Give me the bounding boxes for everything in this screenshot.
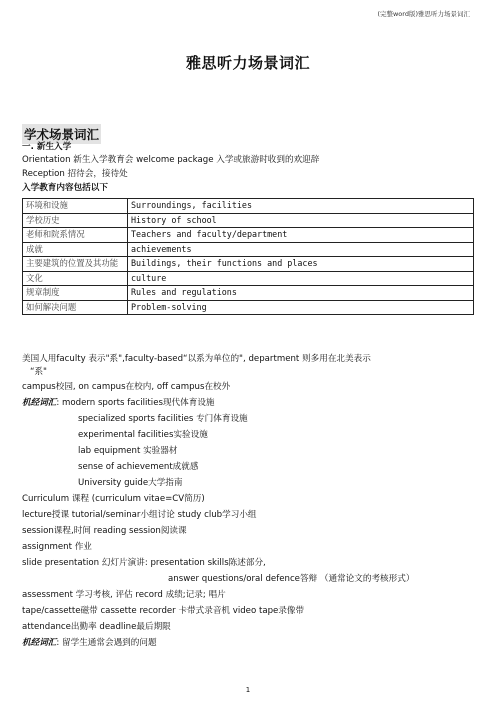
table-cell-english: Surroundings, facilities <box>128 199 474 214</box>
table-cell-english: Buildings, their functions and places <box>128 257 474 272</box>
table-cell-english: Rules and regulations <box>128 286 474 301</box>
jiji-item: specialized sports facilities 专门体育设施 <box>78 414 248 424</box>
jiji-vocab-2 <box>22 638 157 649</box>
table-cell-english: History of school <box>128 213 474 228</box>
running-header: (完整word版)雅思听力场景词汇 <box>377 10 470 18</box>
jiji-item: lab equipment 实验器材 <box>78 446 178 456</box>
table-row <box>23 286 474 301</box>
jiji-item: sense of achievement成就感 <box>78 462 199 472</box>
jiji-label: 机经词汇 <box>22 398 57 408</box>
tape-line: tape/cassette磁带 cassette recorder 卡带式录音机 video tape录像带 <box>22 606 305 616</box>
campus-line: campus校园, on campus在校内, off campus在校外 <box>22 382 231 392</box>
section-title: 学术场景词汇 <box>22 124 101 144</box>
lecture-line: lecture授课 tutorial/seminar小组讨论 study club学习小组 <box>22 510 257 520</box>
table-row <box>23 271 474 286</box>
session-line: session课程,时间 reading session阅读课 <box>22 526 187 536</box>
reception-line: Reception 招待会，接待处 <box>22 169 128 179</box>
assessment-line: assessment 学习考核, 评估 record 成绩;记录; 唱片 <box>22 590 226 600</box>
jiji-item: University guide大学指南 <box>78 478 183 488</box>
table-row <box>23 213 474 228</box>
table-cell-english: Teachers and faculty/department <box>128 228 474 243</box>
jiji-first-item: : modern sports facilities现代体育设施 <box>56 398 215 408</box>
table-cell-chinese: 环境和设施 <box>23 199 128 214</box>
attendance-line: attendance出勤率 deadline最后期限 <box>22 622 171 632</box>
table-row <box>23 300 474 315</box>
table-row <box>23 242 474 257</box>
table-cell-chinese: 老师和院系情况 <box>23 228 128 243</box>
table-cell-english: Problem-solving <box>128 300 474 315</box>
table-cell-chinese: 文化 <box>23 271 128 286</box>
orientation-content-table <box>22 198 474 315</box>
curriculum-line: Curriculum 课程 (curriculum vitae=CV简历) <box>22 494 205 504</box>
orientation-line: Orientation 新生入学教育会 welcome package 入学或旅游时收到的欢迎辞 <box>22 155 320 165</box>
slide-line: slide presentation 幻灯片演讲: presentation skills陈述部分, <box>22 558 266 568</box>
table-caption: 入学教育内容包括以下 <box>22 183 108 193</box>
answer-line: answer questions/oral defence答辩 （通常论文的考核形式） <box>168 574 415 584</box>
jiji-vocab-1 <box>22 398 215 409</box>
table-cell-chinese: 如何解决问题 <box>23 300 128 315</box>
table-cell-english: culture <box>128 271 474 286</box>
table-cell-chinese: 规章制度 <box>23 286 128 301</box>
faculty-note-line2: “系" <box>30 367 47 377</box>
page-title: 雅思听力场景词汇 <box>185 54 310 72</box>
assignment-line: assignment 作业 <box>22 542 92 552</box>
table-cell-english: achievements <box>128 242 474 257</box>
faculty-note-line1: 美国人用faculty 表示"系",faculty-based“以系为单位的", department 则多用在北美表示 <box>22 354 371 364</box>
jiji-item: experimental facilities实验设施 <box>78 430 208 440</box>
jiji-rest: : 留学生通常会遇到的问题 <box>56 638 157 648</box>
subsection-heading: 一. 新生入学 <box>22 142 72 152</box>
table-cell-chinese: 学校历史 <box>23 213 128 228</box>
table-row <box>23 257 474 272</box>
page-number: 1 <box>245 686 251 694</box>
jiji-label: 机经词汇 <box>22 638 57 648</box>
table-row <box>23 228 474 243</box>
table-cell-chinese: 成就 <box>23 242 128 257</box>
table-row <box>23 199 474 214</box>
table-cell-chinese: 主要建筑的位置及其功能 <box>23 257 128 272</box>
